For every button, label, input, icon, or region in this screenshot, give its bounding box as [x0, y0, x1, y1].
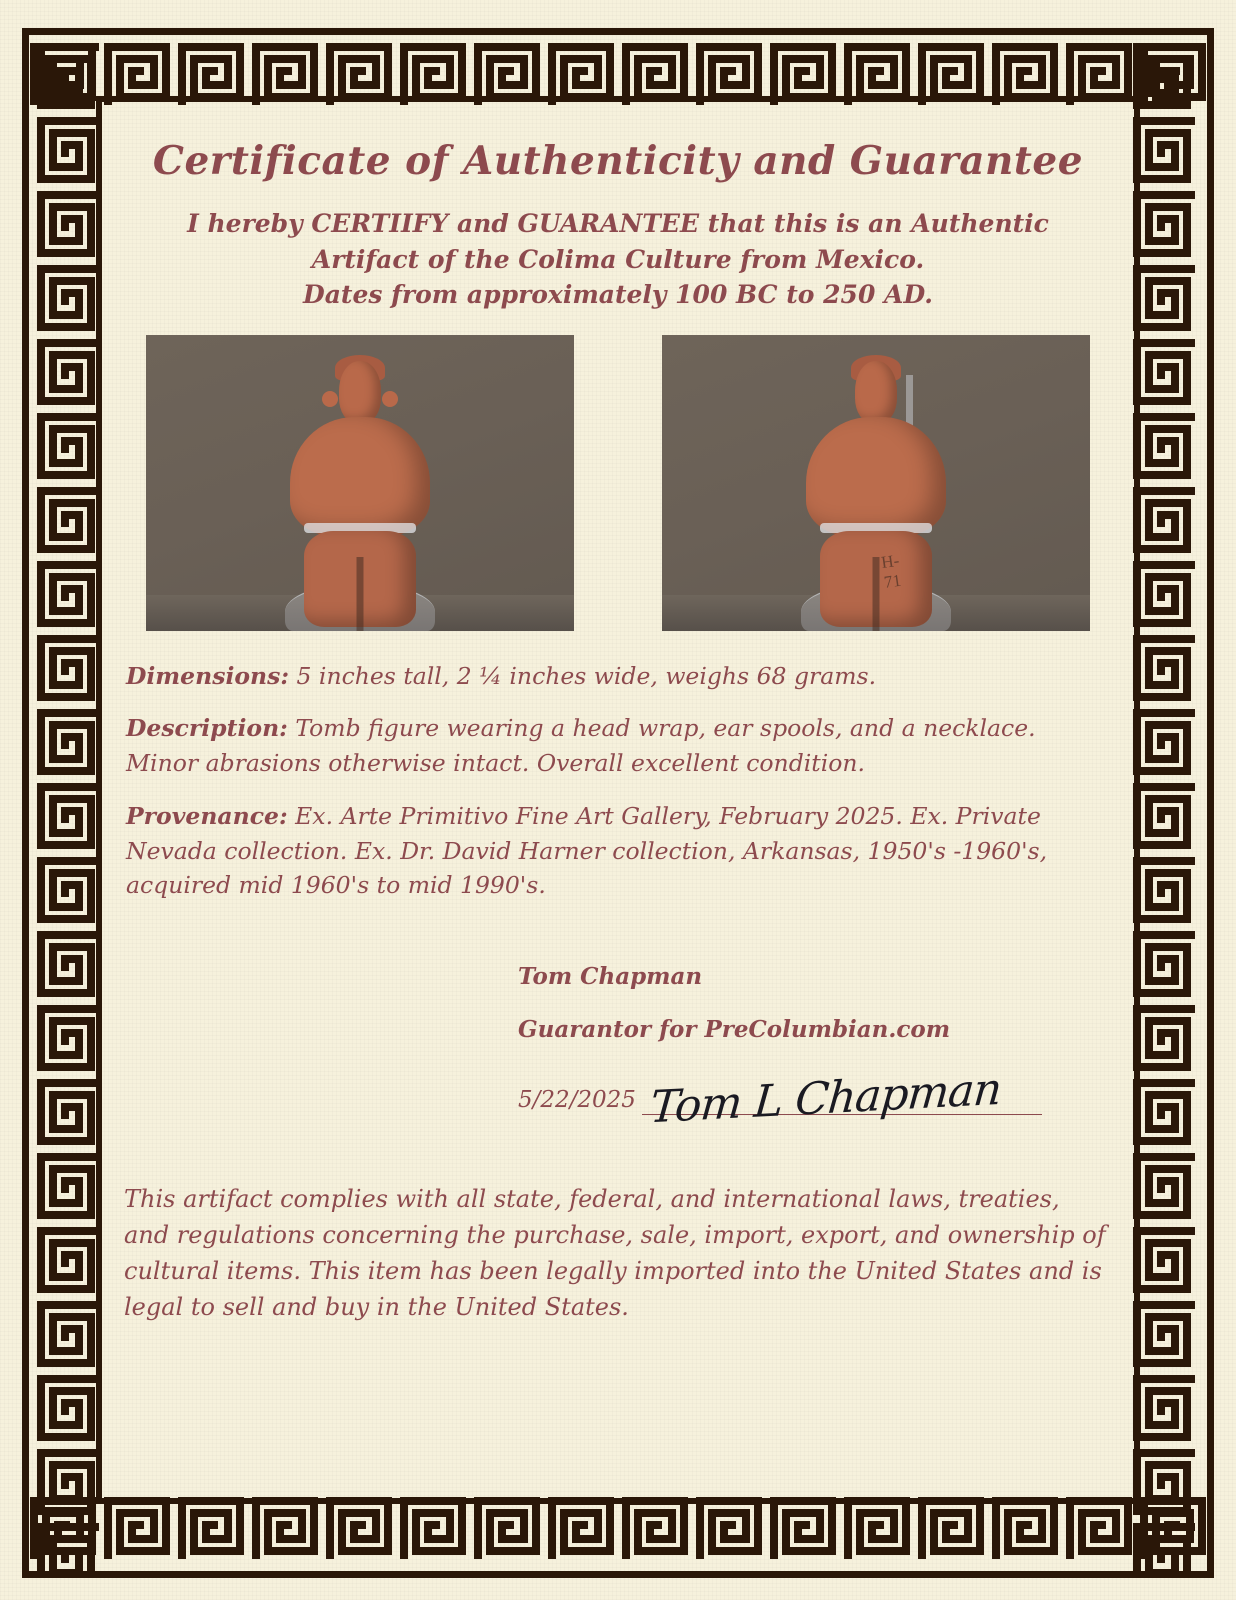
figure-head [855, 361, 897, 423]
detail-dimensions-value: 5 inches tall, 2 ¼ inches wide, weighs 68 grams. [296, 661, 877, 690]
detail-dimensions [126, 659, 1110, 694]
figure-leg-split [357, 557, 364, 631]
detail-provenance-value: Ex. Arte Primitivo Fine Art Gallery, February 2025. Ex. Private Nevada collection. Ex. Dr. David Harner collection, Arkansas, 1950's -1960's, acquired mid 1960's to mid 1990's. [126, 801, 1048, 900]
certification-statement [118, 206, 1118, 313]
certificate-content [118, 124, 1118, 1476]
figure-head [339, 361, 381, 423]
figure-front [280, 345, 440, 631]
signature-date: 5/22/2025 [518, 1087, 636, 1114]
detail-description-label: Description: [126, 714, 288, 743]
artifact-photo-back [662, 335, 1090, 631]
detail-provenance-label: Provenance: [126, 801, 288, 830]
greek-key-border-left [29, 35, 111, 1571]
greek-key-border-bottom [22, 1489, 1214, 1571]
greek-key-border-right [1125, 35, 1207, 1571]
signature-line [642, 1063, 1042, 1134]
artifact-photos [146, 335, 1090, 631]
artifact-photo-front [146, 335, 574, 631]
statement-line-3: Dates from approximately 100 BC to 250 AD. [303, 280, 933, 309]
compliance-statement: This artifact complies with all state, federal, and international laws, treaties, and regulations concerning the purchase, sale, import, export, and ownership of cultural items. This item has been legally imported into the United States and is legal to sell and buy in the United States. [124, 1185, 1106, 1322]
figure-ear-spool-left [322, 391, 338, 407]
statement-line-1: I hereby CERTIIFY and GUARANTEE that this is an Authentic [187, 209, 1049, 238]
signatory-block [518, 963, 1118, 1043]
artifact-details [126, 659, 1110, 904]
page-title: Certificate of Authenticity and Guarantee [152, 138, 1084, 184]
detail-dimensions-label: Dimensions: [126, 661, 290, 690]
figure-inventory-mark: H-71 [880, 550, 903, 592]
detail-description [126, 711, 1110, 781]
detail-description-value: Tomb figure wearing a head wrap, ear spools, and a necklace. Minor abrasions otherwise intact. Overall excellent condition. [126, 714, 1036, 778]
signatory-role: Guarantor for PreColumbian.com [518, 1016, 951, 1044]
detail-provenance [126, 799, 1110, 903]
figure-torso [806, 417, 946, 537]
greek-key-border-top [22, 35, 1214, 117]
handwritten-signature: Tom L Chapman [647, 1063, 1003, 1134]
figure-back [796, 345, 956, 631]
figure-leg-split [873, 557, 880, 631]
figure-ear-spool-right [382, 391, 398, 407]
signature-row [518, 1063, 1118, 1134]
signatory-name: Tom Chapman [518, 963, 703, 991]
figure-torso [290, 417, 430, 537]
statement-line-2: Artifact of the Colima Culture from Mexico. [311, 244, 925, 274]
